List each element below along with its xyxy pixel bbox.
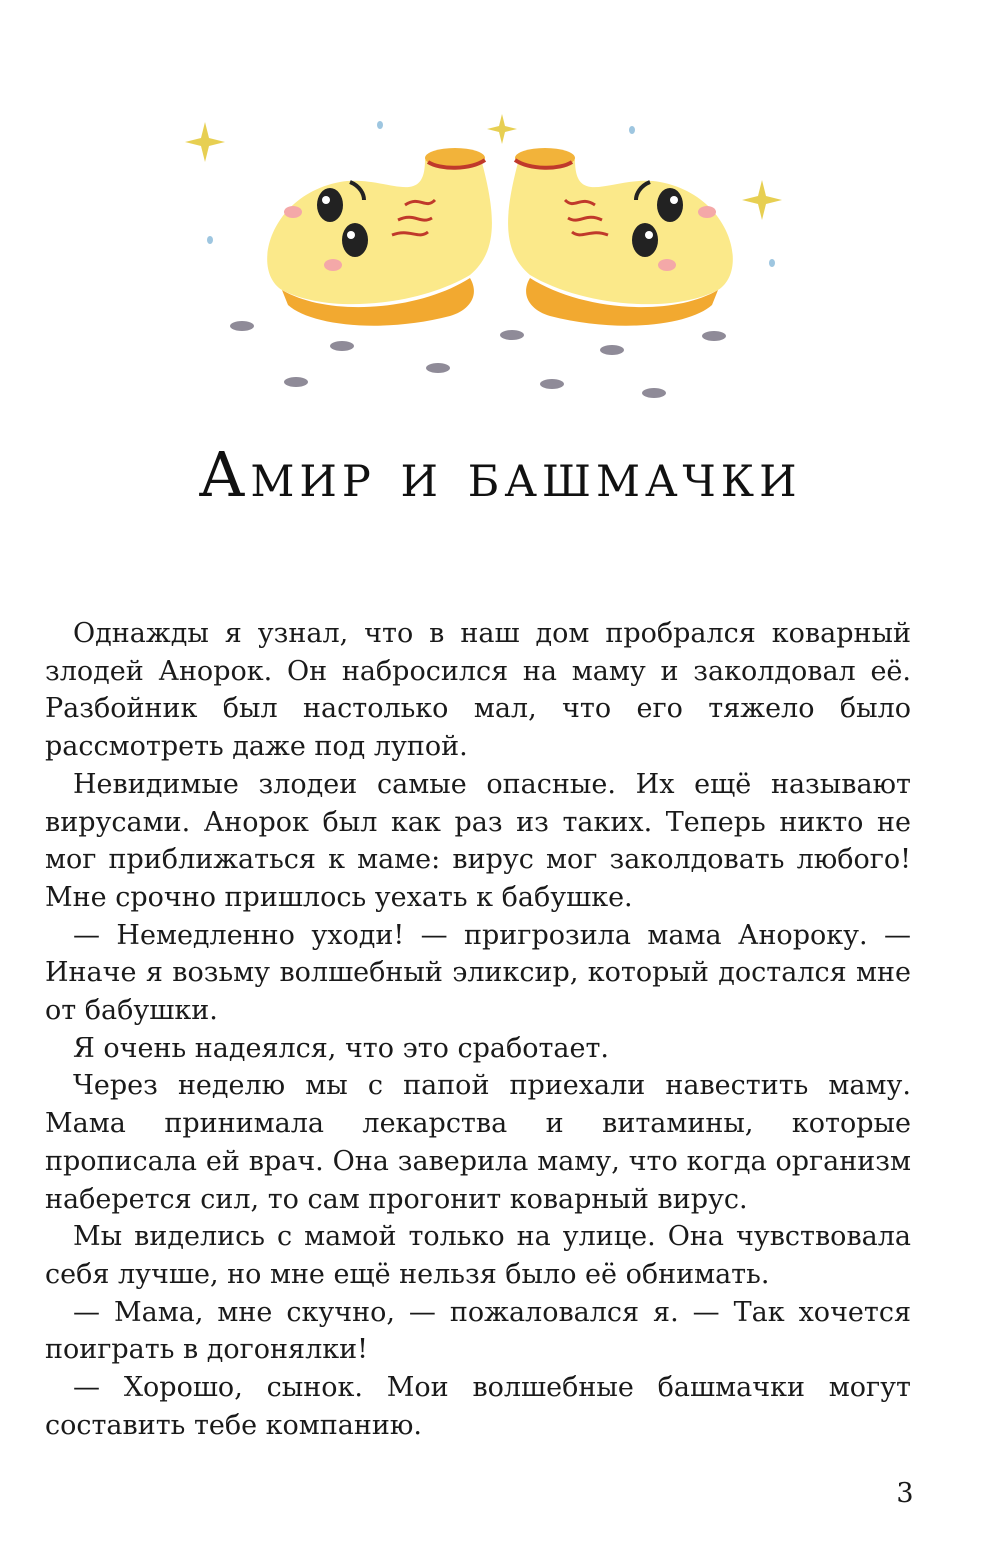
paragraph: Мы виделись с мамой только на улице. Она чувствовала себя лучше, но мне ещё нельзя было её обнимать. [45, 1221, 911, 1290]
page-number: 3 [896, 1478, 914, 1509]
story-title: Амир и башмачки [198, 438, 802, 511]
paragraph: — Хорошо, сынок. Мои волшебные башмачки могут составить тебе компанию. [45, 1372, 911, 1441]
right-shoe [508, 148, 733, 326]
paragraph: — Немедленно уходи! — пригрозила мама Анороку. — Иначе я возьму волшебный эликсир, который достался мне от бабушки. [45, 919, 911, 1027]
paragraph: Я очень надеялся, что это сработает. [73, 1032, 610, 1064]
paragraph: Однажды я узнал, что в наш дом пробрался коварный злодей Анорок. Он набросился на маму и заколдовал её. Разбойник был настолько мал, что его тяжело было рассмотреть даже под лупой. [45, 618, 911, 763]
paragraph: — Мама, мне скучно, — пожаловался я. — Так хочется поиграть в догонялки! [45, 1296, 911, 1366]
paragraph: Невидимые злодеи самые опасные. Их ещё называют вирусами. Анорок был как раз из таких. Теперь никто не мог приближаться к маме: вирус мог заколдовать любого! Мне срочно пришлось уехать к бабушке. [45, 768, 911, 913]
footstep-dots [230, 321, 726, 398]
shoes-illustration [170, 100, 830, 420]
story-text [45, 615, 911, 1444]
paragraph: Через неделю мы с папой приехали навестить маму. Мама принимала лекарства и витамины, которые прописала ей врач. Она заверила маму, что когда организм наберется сил, то сам прогонит коварный вирус. [45, 1070, 911, 1215]
left-shoe [267, 148, 492, 326]
